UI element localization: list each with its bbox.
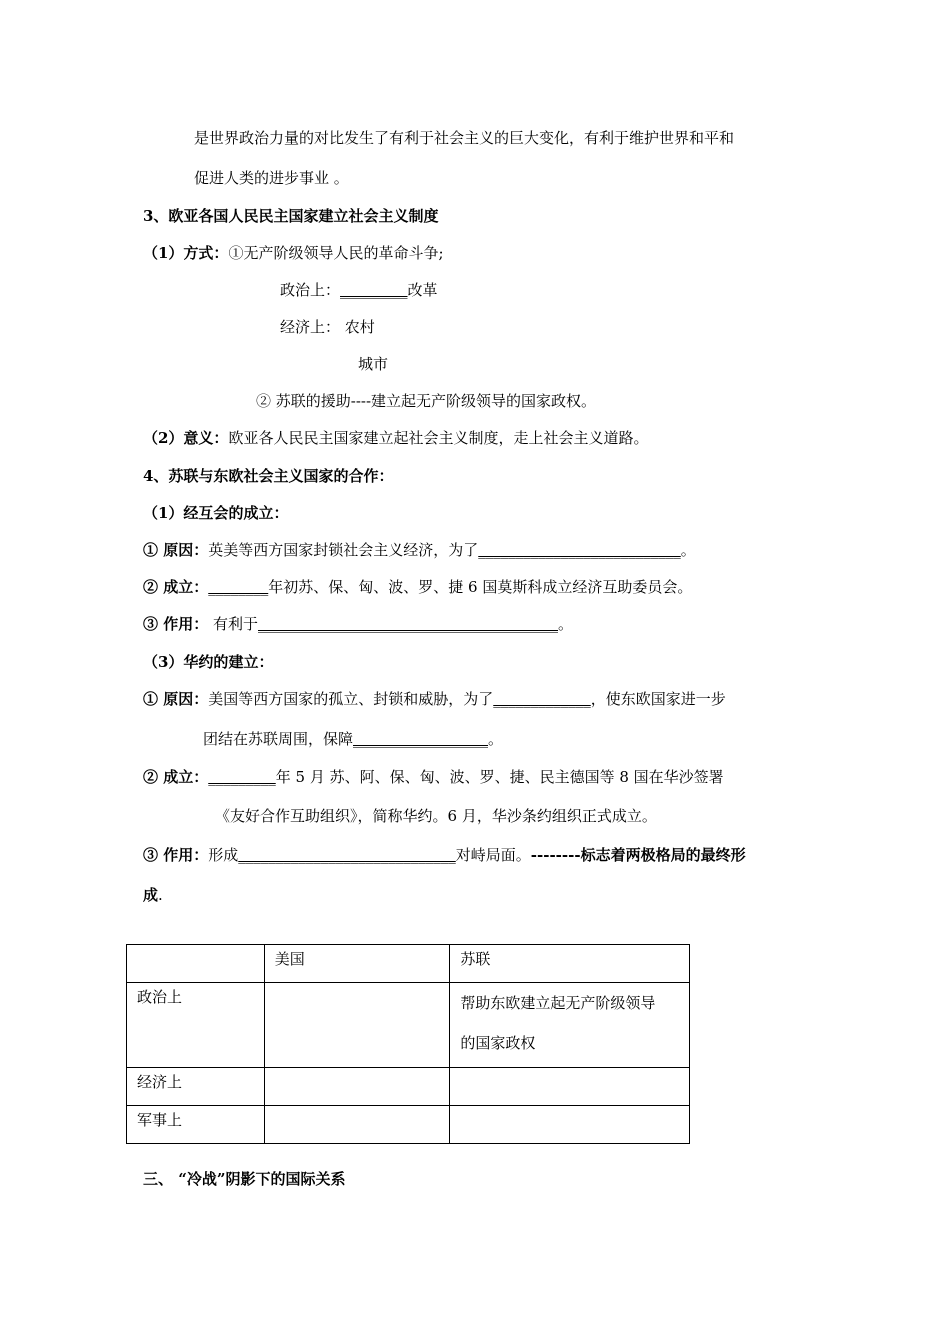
text: 。 bbox=[680, 541, 696, 559]
text-line: 城市 bbox=[358, 355, 389, 373]
text: 年 5 月 苏、阿、保、匈、波、罗、捷、民主德国等 8 国在华沙签署 bbox=[275, 768, 724, 786]
text-line bbox=[143, 767, 724, 787]
text: 团结在苏联周围，保障 bbox=[203, 730, 354, 748]
fill-blank[interactable]: ___________________________ bbox=[478, 541, 681, 559]
text: 。 bbox=[488, 730, 504, 748]
table-cell-empty[interactable] bbox=[450, 1068, 690, 1106]
fill-blank[interactable]: _________ bbox=[208, 768, 276, 786]
text-line: ② 苏联的援助----建立起无产阶级领导的国家政权。 bbox=[256, 392, 597, 410]
fill-blank[interactable]: _________ bbox=[340, 281, 408, 299]
table-cell-empty[interactable] bbox=[264, 1068, 450, 1106]
table-cell bbox=[450, 983, 690, 1068]
text: 。 bbox=[558, 615, 574, 633]
text-line bbox=[143, 540, 696, 560]
label: ③ 作用： bbox=[143, 615, 209, 633]
label: ① 原因： bbox=[143, 690, 209, 708]
section-heading: 4、苏联与东欧社会主义国家的合作： bbox=[143, 467, 394, 485]
label: （1）方式： bbox=[143, 244, 229, 262]
text-line: 促进人类的进步事业 。 bbox=[194, 169, 349, 187]
text: 美国等西方国家的孤立、封锁和威胁，为了 bbox=[208, 690, 494, 708]
text: 有利于 bbox=[208, 615, 259, 633]
table-cell-empty[interactable] bbox=[450, 1106, 690, 1144]
cell-line: 的国家政权 bbox=[460, 1034, 536, 1052]
table-cell: 苏联 bbox=[450, 945, 690, 983]
text-line bbox=[143, 885, 163, 905]
text-line: 经济上： 农村 bbox=[280, 318, 375, 336]
label: （2）意义： bbox=[143, 429, 229, 447]
subsection-heading: （3）华约的建立： bbox=[143, 653, 274, 671]
section-heading: 三、 “冷战”阴影下的国际关系 bbox=[143, 1170, 346, 1188]
text-line: 是世界政治力量的对比发生了有利于社会主义的巨大变化，有利于维护世界和平和 bbox=[194, 129, 735, 147]
text: ①无产阶级领导人民的革命斗争; bbox=[228, 244, 444, 262]
text-line bbox=[203, 729, 503, 749]
text-line: 《友好合作互助组织》，简称华约。6 月，华沙条约组织正式成立。 bbox=[215, 807, 657, 825]
text: 年初苏、保、匈、波、罗、捷 6 国莫斯科成立经济互助委员会。 bbox=[268, 578, 693, 596]
text-line bbox=[143, 577, 692, 597]
text: 改革 bbox=[407, 281, 438, 299]
text: ，使东欧国家进一步 bbox=[590, 690, 726, 708]
text-line bbox=[143, 614, 573, 634]
comparison-table bbox=[126, 944, 690, 1144]
table-cell bbox=[127, 945, 265, 983]
emphasis: --------标志着两极格局的最终形 bbox=[530, 846, 746, 864]
text-line bbox=[143, 845, 746, 865]
table-cell: 经济上 bbox=[127, 1068, 265, 1106]
emphasis: 成 bbox=[143, 886, 159, 904]
section-heading: 3、欧亚各国人民民主国家建立社会主义制度 bbox=[143, 207, 439, 225]
table-row bbox=[127, 1068, 690, 1106]
table-row bbox=[127, 983, 690, 1068]
fill-blank[interactable]: _____________ bbox=[493, 690, 591, 708]
table-cell: 政治上 bbox=[127, 983, 265, 1068]
fill-blank[interactable]: ________ bbox=[208, 578, 269, 596]
table-cell: 军事上 bbox=[127, 1106, 265, 1144]
text-line bbox=[280, 280, 438, 300]
text: 欧亚各人民民主国家建立起社会主义制度，走上社会主义道路。 bbox=[228, 429, 649, 447]
cell-line: 帮助东欧建立起无产阶级领导 bbox=[460, 994, 656, 1012]
table-header-row bbox=[127, 945, 690, 983]
text: 英美等西方国家封锁社会主义经济，为了 bbox=[208, 541, 479, 559]
table-cell-empty[interactable] bbox=[264, 1106, 450, 1144]
fill-blank[interactable]: _____________________________ bbox=[238, 846, 456, 864]
text: 政治上： bbox=[280, 281, 341, 299]
text-line bbox=[143, 428, 648, 448]
label: ③ 作用： bbox=[143, 846, 209, 864]
text-line bbox=[143, 689, 726, 709]
text: . bbox=[158, 886, 163, 904]
label: ① 原因： bbox=[143, 541, 209, 559]
text-line bbox=[143, 243, 444, 263]
fill-blank[interactable]: ________________________________________ bbox=[258, 615, 559, 633]
label: ② 成立： bbox=[143, 768, 209, 786]
label: ② 成立： bbox=[143, 578, 209, 596]
table-cell-empty[interactable] bbox=[264, 983, 450, 1068]
text: 形成 bbox=[208, 846, 239, 864]
fill-blank[interactable]: __________________ bbox=[353, 730, 489, 748]
subsection-heading: （1）经互会的成立： bbox=[143, 504, 289, 522]
table-cell: 美国 bbox=[264, 945, 450, 983]
table-row bbox=[127, 1106, 690, 1144]
text: 对峙局面。 bbox=[455, 846, 531, 864]
